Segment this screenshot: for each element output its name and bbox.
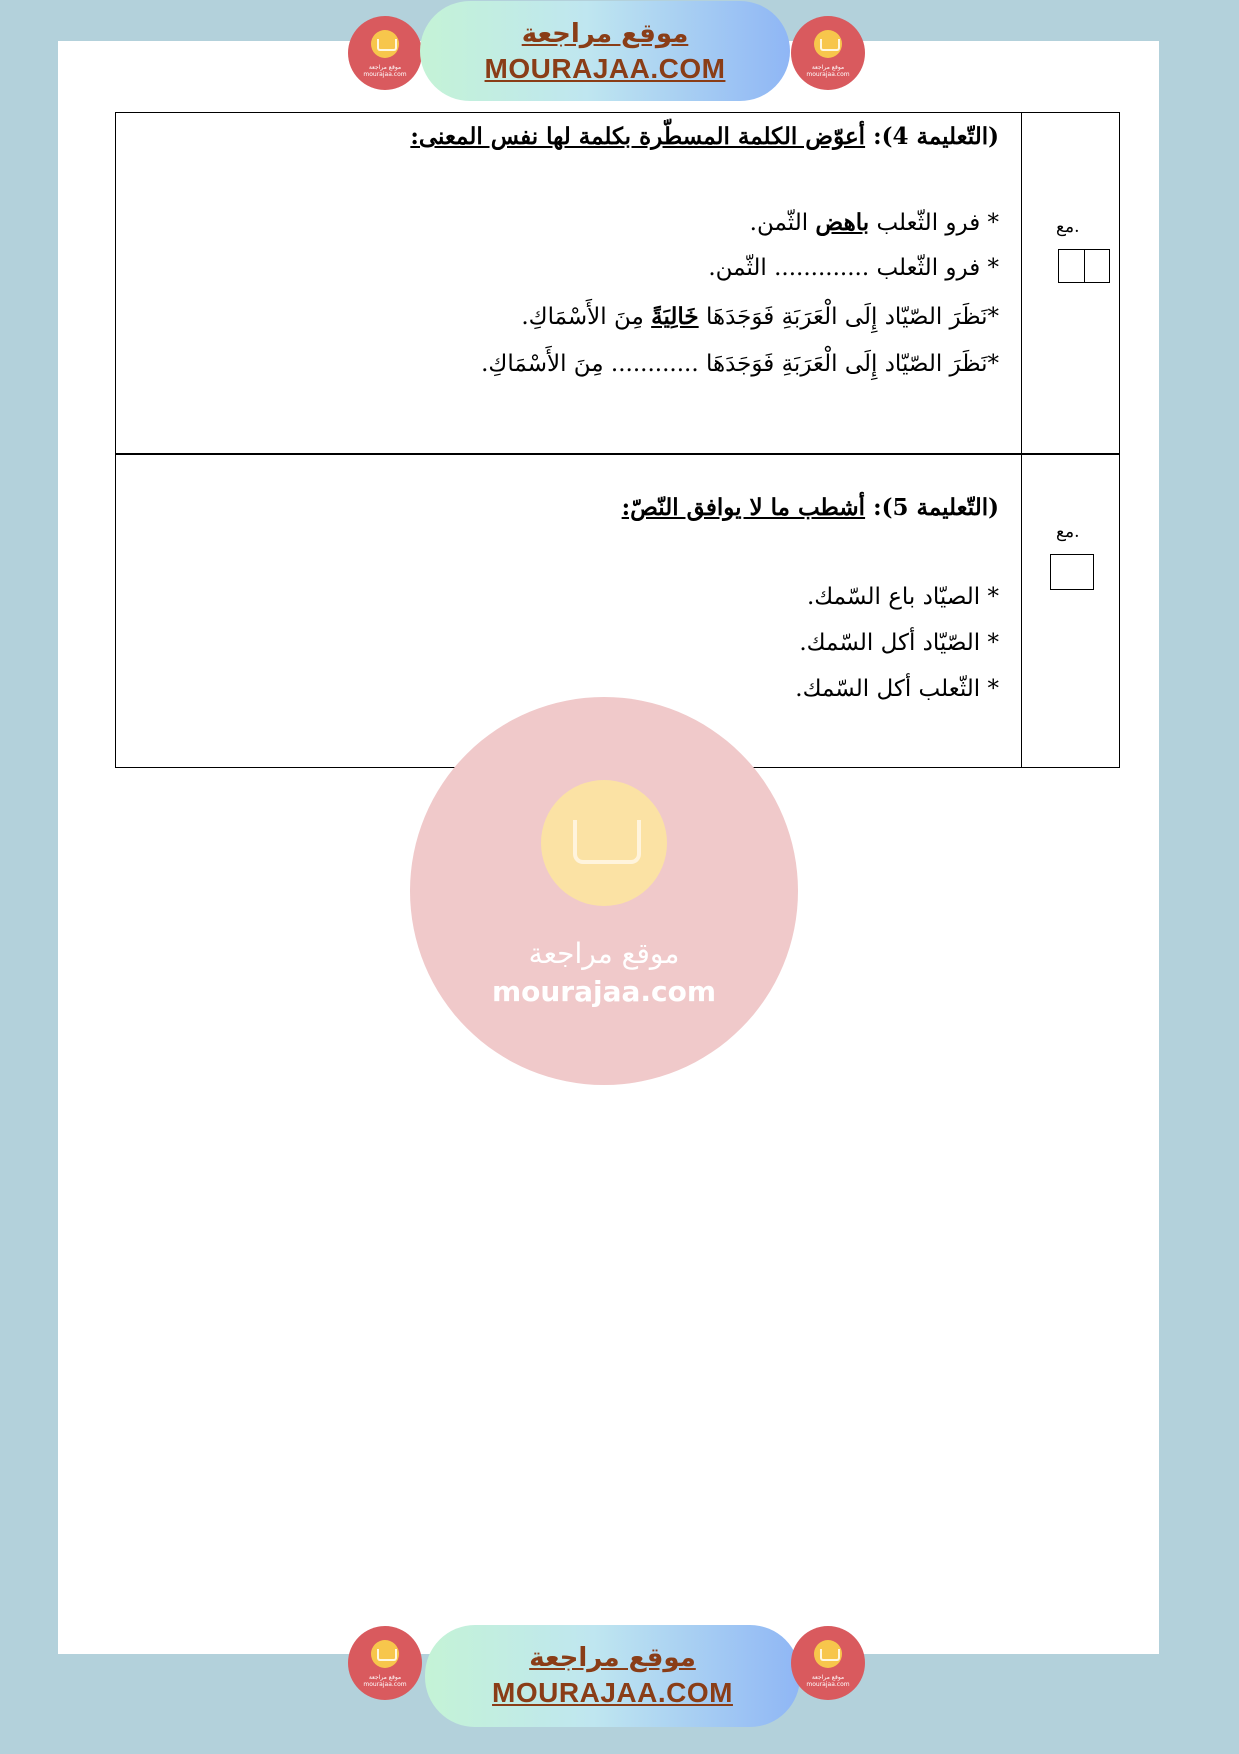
instruction-number: (التّعليمة 4): (873, 123, 999, 150)
statement-1[interactable]: * الصيّاد باع السّمك. (806, 584, 999, 610)
header-site-name-en[interactable]: MOURAJAA.COM (484, 53, 726, 84)
instruction-title: أشطب ما لا يوافق النّصّ: (621, 494, 866, 521)
score-box-divider (1084, 250, 1085, 282)
book-icon (814, 30, 842, 58)
score-label: مع. (1056, 217, 1080, 237)
column-divider (1021, 113, 1022, 454)
column-divider (1021, 454, 1022, 767)
footer-site-name-en[interactable]: MOURAJAA.COM (492, 1677, 733, 1708)
fill-in-line[interactable]: * فرو الثّعلب ............. الثّمن. (708, 255, 999, 281)
header-banner[interactable] (420, 1, 790, 101)
exercise-line-3 (521, 303, 999, 330)
instruction-number: (التّعليمة 5): (873, 494, 999, 521)
score-box[interactable] (1050, 554, 1094, 590)
watermark (410, 697, 798, 1085)
statement-3[interactable]: * الثّعلب أكل السّمك. (795, 676, 999, 702)
line-text: مِنَ الأَسْمَاكِ. (521, 304, 652, 330)
book-icon (814, 1640, 842, 1668)
logo-caption: موقع مراجعة mourajaa.com (806, 1674, 850, 1688)
statement-2[interactable]: * الصّيّاد أكل السّمك. (799, 630, 999, 656)
watermark-text-ar: موقع مراجعة (528, 937, 680, 970)
logo-caption: موقع مراجعة mourajaa.com (363, 64, 407, 78)
logo-caption: موقع مراجعة mourajaa.com (363, 1674, 407, 1688)
site-logo-left (348, 1626, 422, 1700)
line-text: *نَظَرَ الصّيّاد إِلَى الْعَرَبَةِ فَوَجَدَهَا (698, 304, 999, 330)
instruction-5-heading (622, 494, 999, 521)
site-logo-right (791, 16, 865, 90)
instruction-4-heading (410, 123, 999, 150)
score-label: مع. (1056, 522, 1080, 542)
exercise-line-1 (750, 209, 999, 236)
underlined-word: باهض (815, 209, 870, 236)
header-site-name-ar[interactable]: موقع مراجعة (521, 19, 689, 49)
watermark-book-icon (541, 780, 667, 906)
score-box-double[interactable] (1058, 249, 1110, 283)
site-logo-left (348, 16, 422, 90)
line-text: الثّمن. (749, 210, 816, 236)
instruction-4-table (115, 112, 1120, 455)
site-logo-right (791, 1626, 865, 1700)
book-icon (371, 1640, 399, 1668)
fill-in-line[interactable]: *نَظَرَ الصّيّاد إِلَى الْعَرَبَةِ فَوَجَدَهَا ............ مِنَ الأَسْمَاكِ. (481, 351, 999, 377)
exercise-line-2[interactable] (708, 255, 999, 281)
watermark-text-en: mourajaa.com (491, 975, 717, 1008)
line-text: * فرو الثّعلب (869, 210, 999, 236)
footer-banner[interactable] (425, 1625, 800, 1727)
underlined-word: خَالِيَةً (651, 303, 699, 330)
footer-site-name-ar[interactable]: موقع مراجعة (529, 1643, 696, 1673)
instruction-title: أعوّض الكلمة المسطّرة بكلمة لها نفس المعنى: (410, 123, 866, 150)
book-icon (371, 30, 399, 58)
logo-caption: موقع مراجعة mourajaa.com (806, 64, 850, 78)
exercise-line-4[interactable] (481, 351, 999, 377)
